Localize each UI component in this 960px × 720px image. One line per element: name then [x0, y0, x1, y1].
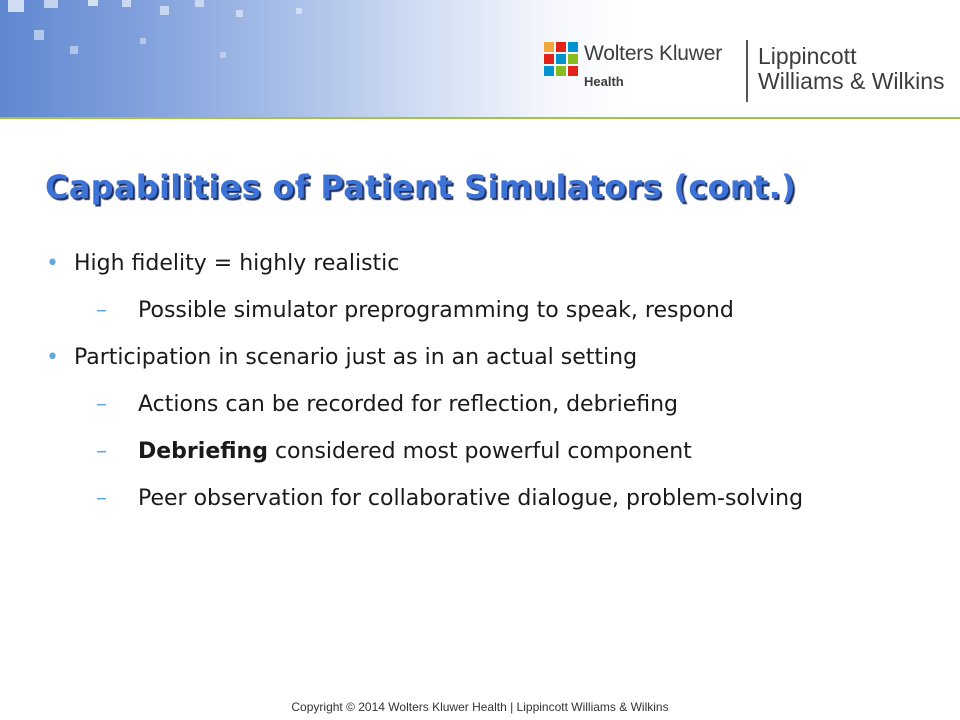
decor-square	[195, 0, 204, 7]
partner-name	[758, 44, 945, 94]
bullet-dot-icon: •	[46, 345, 59, 370]
sub-bullet-item	[46, 438, 926, 466]
sub-bullet-text: Peer observation for collaborative dialogue, problem-solving	[138, 486, 804, 511]
dash-icon: –	[96, 392, 107, 417]
bullet-item	[46, 344, 926, 372]
sub-bullet-item	[46, 485, 926, 513]
decor-square	[34, 30, 44, 40]
dash-icon: –	[96, 439, 107, 464]
brand-sub: Health	[584, 74, 624, 89]
decor-square	[44, 0, 58, 8]
decor-square	[236, 10, 243, 17]
sub-bullet-item	[46, 297, 926, 325]
sub-bullet-text: Actions can be recorded for reflection, debriefing	[138, 392, 679, 417]
header-rule	[0, 117, 960, 119]
slide-title: Capabilities of Patient Simulators (cont.)	[45, 168, 796, 206]
wolters-kluwer-logo-icon	[544, 42, 578, 76]
dash-icon: –	[96, 298, 107, 323]
decor-square	[160, 6, 169, 15]
bullet-item	[46, 250, 926, 278]
partner-line-1: Lippincott	[758, 43, 857, 69]
sub-bullet-text: considered most powerful component	[267, 439, 692, 464]
header-band	[0, 0, 960, 118]
brand-name: Wolters Kluwer	[584, 42, 723, 65]
footer-copyright: Copyright © 2014 Wolters Kluwer Health | Lippincott Williams & Wilkins	[291, 700, 669, 714]
sub-bullet-text: Possible simulator preprogramming to speak, respond	[138, 298, 734, 323]
bullet-text: High fidelity = highly realistic	[74, 251, 400, 276]
decor-square	[122, 0, 131, 7]
decor-square	[88, 0, 98, 6]
bullet-text: Participation in scenario just as in an actual setting	[74, 345, 638, 370]
publisher-logo	[544, 40, 960, 106]
decor-square	[70, 46, 78, 54]
sub-bullet-item	[46, 391, 926, 419]
decor-square	[296, 8, 302, 14]
partner-line-2: Williams & Wilkins	[758, 68, 945, 94]
decor-square	[140, 38, 146, 44]
logo-divider	[746, 40, 748, 102]
dash-icon: –	[96, 486, 107, 511]
decor-square	[8, 0, 24, 12]
emphasis-term: Debriefing	[138, 439, 268, 464]
slide-content	[46, 250, 926, 532]
decor-square	[220, 52, 226, 58]
bullet-dot-icon: •	[46, 251, 59, 276]
